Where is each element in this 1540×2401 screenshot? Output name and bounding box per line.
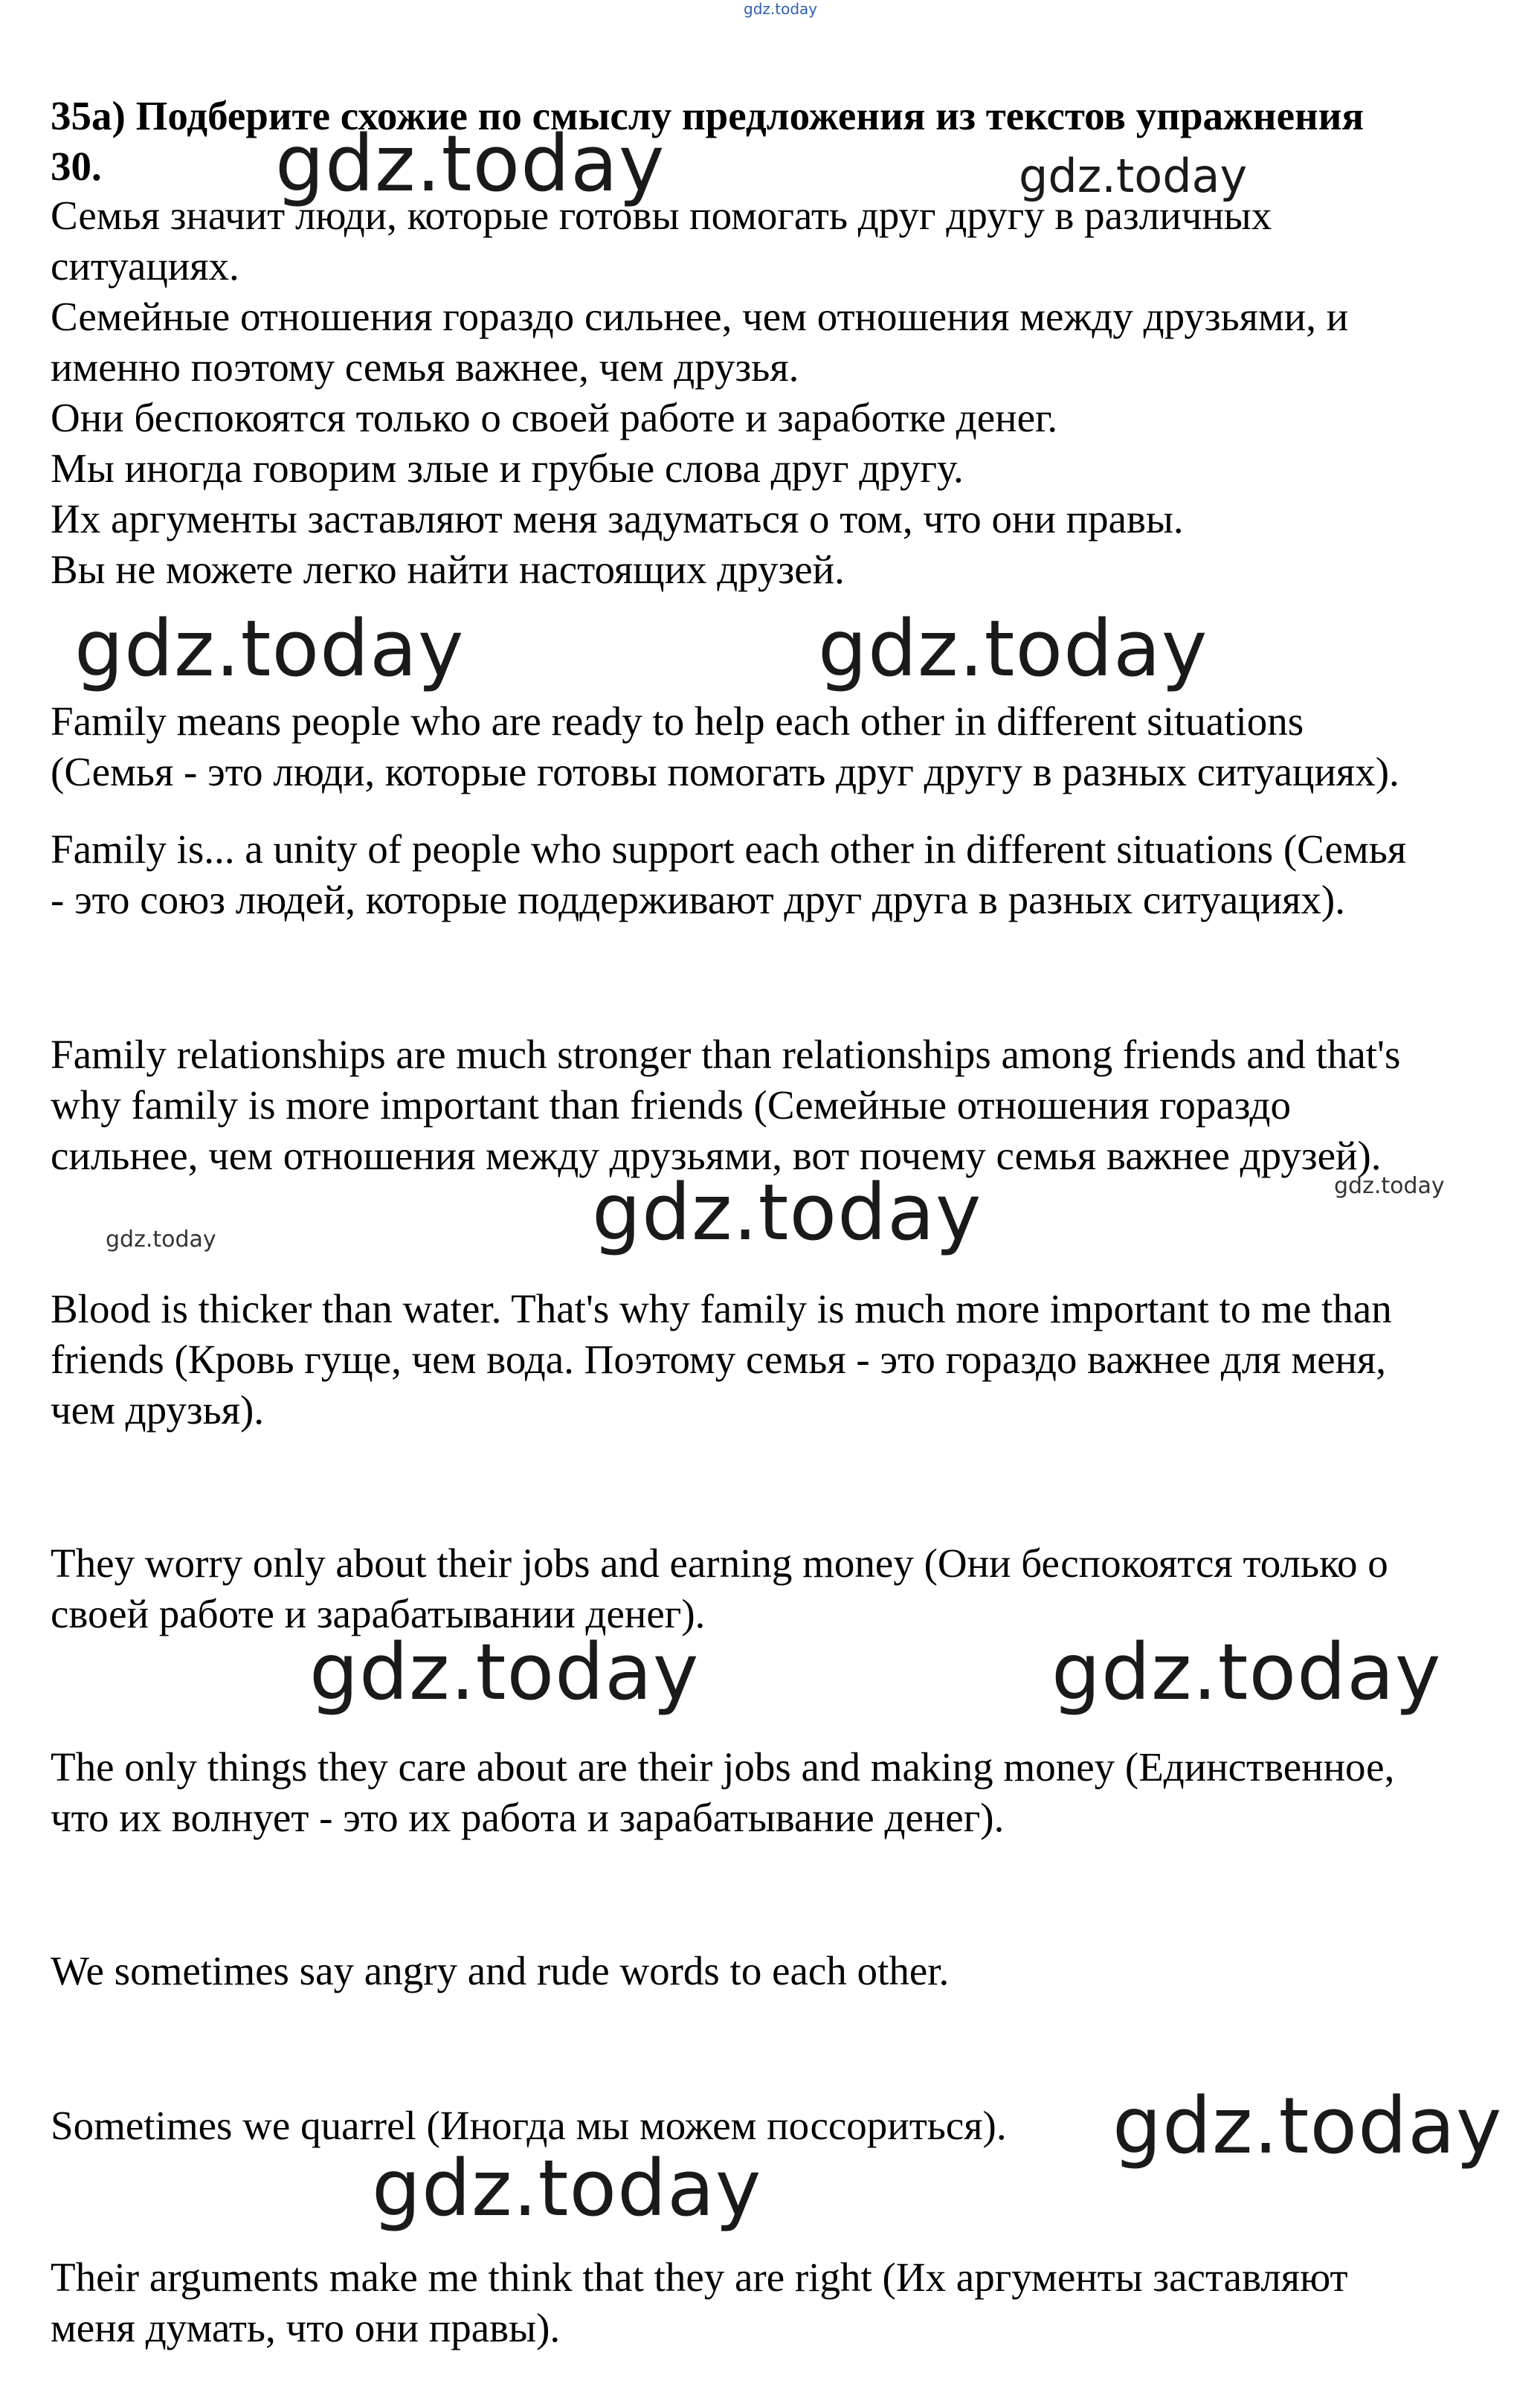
answer-line: Their arguments make me think that they are right (Их аргументы заставляют — [51, 2254, 1348, 2300]
answer-line: - это союз людей, которые поддерживают друг друга в разных ситуациях). — [51, 877, 1345, 922]
russian-sentence-line: Семейные отношения гораздо сильнее, чем отношения между друзьями, и — [51, 294, 1349, 339]
russian-sentence-line: именно поэтому семья важнее, чем друзья. — [51, 344, 799, 390]
answer-line: чем друзья). — [51, 1387, 265, 1433]
watermark: gdz.today — [1112, 2080, 1503, 2171]
russian-sentence-line: Мы иногда говорим злые и грубые слова друг другу. — [51, 446, 964, 491]
watermark: gdz.today — [1334, 1173, 1445, 1199]
watermark: gdz.today — [74, 603, 465, 694]
russian-sentence-line: Их аргументы заставляют меня задуматься о том, что они правы. — [51, 496, 1184, 541]
answer-line: Family relationships are much stronger than relationships among friends and that's — [51, 1032, 1401, 1077]
russian-sentence-line: ситуациях. — [51, 243, 239, 289]
task-heading-line-1: 35a) Подберите схожие по смыслу предложения из текстов упражнения — [51, 93, 1365, 138]
answer-line: меня думать, что они правы). — [51, 2305, 561, 2350]
watermark: gdz.today — [818, 603, 1208, 694]
answer-line: They worry only about their jobs and earning money (Они беспокоятся только о — [51, 1540, 1388, 1586]
task-heading-line-2: 30. — [51, 144, 102, 189]
russian-sentence-line: Семья значит люди, которые готовы помогать друг другу в различных — [51, 193, 1272, 238]
answer-line: friends (Кровь гуще, чем вода. Поэтому семья - это гораздо важнее для меня, — [51, 1337, 1387, 1382]
answer-line: Family is... a unity of people who support each other in different situations (Семья — [51, 826, 1407, 872]
watermark: gdz.today — [372, 2143, 762, 2234]
russian-sentence-line: Вы не можете легко найти настоящих друзей. — [51, 547, 845, 592]
watermark: gdz.today — [106, 1227, 216, 1253]
watermark: gdz.today — [1019, 149, 1248, 203]
answer-line: Blood is thicker than water. That's why family is much more important to me than — [51, 1286, 1392, 1331]
top-watermark: gdz.today — [744, 0, 818, 18]
watermark: gdz.today — [592, 1167, 982, 1258]
answer-line: (Семья - это люди, которые готовы помогать друг другу в разных ситуациях). — [51, 749, 1399, 794]
russian-sentence-line: Они беспокоятся только о своей работе и заработке денег. — [51, 395, 1058, 440]
watermark: gdz.today — [1051, 1627, 1442, 1717]
answer-line: своей работе и зарабатывании денег). — [51, 1591, 706, 1636]
answer-line: сильнее, чем отношения между друзьями, вот почему семья важнее друзей). — [51, 1133, 1382, 1178]
answer-line: We sometimes say angry and rude words to each other. — [51, 1948, 950, 1993]
answer-line: why family is more important than friends (Семейные отношения гораздо — [51, 1082, 1292, 1128]
answer-line: Family means people who are ready to help each other in different situations — [51, 698, 1304, 744]
watermark: gdz.today — [309, 1627, 700, 1717]
answer-line: что их волнует - это их работа и зарабатывание денег). — [51, 1795, 1005, 1840]
answer-line: Sometimes we quarrel (Иногда мы можем поссориться). — [51, 2103, 1007, 2148]
watermark: gdz.today — [275, 118, 666, 209]
answer-line: The only things they care about are their jobs and making money (Единственное, — [51, 1744, 1395, 1790]
